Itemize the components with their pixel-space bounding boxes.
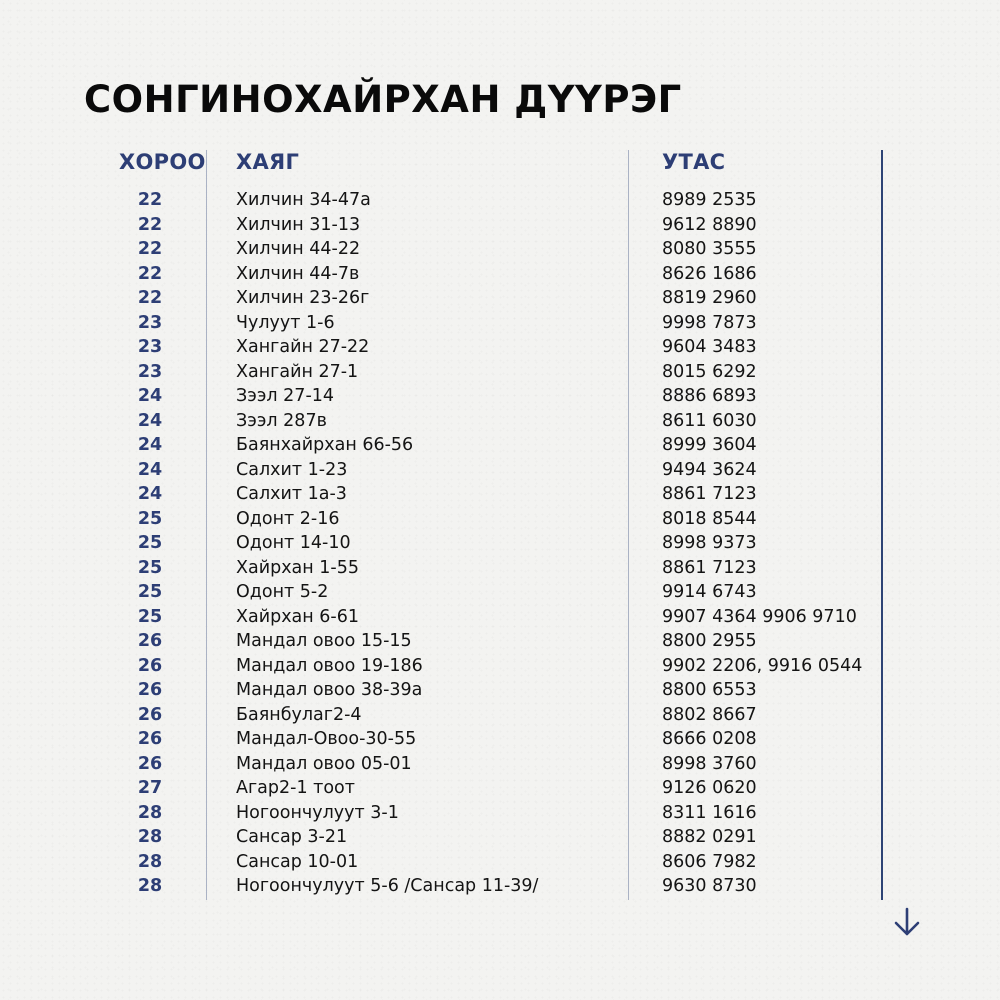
table-row [0,311,1000,336]
address-cell: Хайрхан 1-55 [236,557,359,578]
phone-cell: 8311 1616 [662,802,757,823]
phone-cell: 8800 2955 [662,631,757,651]
phone-cell: 9998 7873 [662,312,757,333]
address-cell: Ногоончулуут 3-1 [236,802,399,823]
khoroo-cell: 22 [137,263,163,284]
table-row [0,752,1000,777]
phone-cell: 9604 3483 [662,337,757,357]
phone-cell: 8018 8544 [662,508,757,529]
phone-cell: 8802 8667 [662,704,757,725]
khoroo-cell: 28 [137,802,163,823]
table-row [0,409,1000,434]
phone-cell: 9907 4364 9906 9710 [662,606,857,627]
phone-cell: 8080 3555 [662,239,757,259]
khoroo-cell: 24 [137,435,163,455]
address-cell: Одонт 14-10 [236,533,351,553]
address-cell: Одонт 5-2 [236,582,329,602]
khoroo-cell: 22 [137,214,163,235]
table-row [0,654,1000,679]
khoroo-cell: 25 [137,508,163,529]
table-row [0,874,1000,899]
address-cell: Мандал-Овоо-30-55 [236,729,417,749]
khoroo-cell: 24 [137,459,163,480]
table-row [0,482,1000,507]
khoroo-cell: 26 [137,631,163,651]
khoroo-cell: 25 [137,582,163,602]
table-row [0,801,1000,826]
phone-cell: 8882 0291 [662,827,757,847]
table-row [0,727,1000,752]
address-cell: Чулуут 1-6 [236,312,335,333]
column-header-address: ХАЯГ [236,150,300,174]
phone-cell: 9630 8730 [662,876,757,896]
address-cell: Мандал овоо 05-01 [236,753,412,774]
khoroo-cell: 28 [137,851,163,872]
khoroo-cell: 25 [137,606,163,627]
address-cell: Зээл 287в [236,410,327,431]
phone-cell: 8626 1686 [662,263,757,284]
arrow-down-icon[interactable] [891,906,923,938]
khoroo-cell: 22 [137,190,163,210]
table-row [0,213,1000,238]
table-row [0,531,1000,556]
table-row [0,384,1000,409]
table-row [0,605,1000,630]
khoroo-cell: 25 [137,533,163,553]
table-row [0,286,1000,311]
phone-cell: 8606 7982 [662,851,757,872]
khoroo-cell: 28 [137,827,163,847]
table-row [0,629,1000,654]
address-cell: Хилчин 44-7в [236,263,360,284]
address-cell: Салхит 1а-3 [236,484,347,504]
phone-cell: 9494 3624 [662,459,757,480]
column-header-phone: УТАС [662,150,726,174]
table-row [0,433,1000,458]
phone-cell: 8861 7123 [662,484,757,504]
table-row [0,188,1000,213]
address-cell: Мандал овоо 19-186 [236,655,423,676]
address-table [0,188,1000,899]
address-cell: Хилчин 34-47а [236,190,371,210]
khoroo-cell: 23 [137,312,163,333]
table-row [0,850,1000,875]
table-row [0,678,1000,703]
address-cell: Хайрхан 6-61 [236,606,359,627]
khoroo-cell: 24 [137,484,163,504]
table-row [0,507,1000,532]
address-cell: Хангайн 27-1 [236,361,359,382]
khoroo-cell: 24 [137,386,163,406]
khoroo-cell: 26 [137,680,163,700]
phone-cell: 9612 8890 [662,214,757,235]
address-cell: Сансар 10-01 [236,851,359,872]
phone-cell: 8999 3604 [662,435,757,455]
khoroo-cell: 28 [137,876,163,896]
address-cell: Баянбулаг2-4 [236,704,362,725]
khoroo-cell: 26 [137,753,163,774]
table-row [0,580,1000,605]
phone-cell: 8611 6030 [662,410,757,431]
address-cell: Агар2-1 тоот [236,778,355,798]
column-header-khoroo: ХОРОО [119,150,206,174]
table-row [0,776,1000,801]
phone-cell: 8998 3760 [662,753,757,774]
address-cell: Мандал овоо 15-15 [236,631,412,651]
address-cell: Зээл 27-14 [236,386,335,406]
khoroo-cell: 26 [137,729,163,749]
khoroo-cell: 25 [137,557,163,578]
phone-cell: 8886 6893 [662,386,757,406]
table-row [0,458,1000,483]
khoroo-cell: 26 [137,655,163,676]
phone-cell: 8989 2535 [662,190,757,210]
table-row [0,360,1000,385]
phone-cell: 8015 6292 [662,361,757,382]
phone-cell: 9902 2206, 9916 0544 [662,655,863,676]
address-cell: Салхит 1-23 [236,459,348,480]
khoroo-cell: 26 [137,704,163,725]
phone-cell: 8666 0208 [662,729,757,749]
address-cell: Сансар 3-21 [236,827,348,847]
address-cell: Одонт 2-16 [236,508,340,529]
table-row [0,335,1000,360]
phone-cell: 9914 6743 [662,582,757,602]
address-cell: Хилчин 44-22 [236,239,361,259]
address-cell: Хилчин 23-26г [236,288,370,308]
khoroo-cell: 22 [137,288,163,308]
phone-cell: 8800 6553 [662,680,757,700]
phone-cell: 9126 0620 [662,778,757,798]
table-row [0,703,1000,728]
address-cell: Ногоончулуут 5-6 /Сансар 11-39/ [236,876,539,896]
address-cell: Хангайн 27-22 [236,337,370,357]
phone-cell: 8998 9373 [662,533,757,553]
address-cell: Мандал овоо 38-39а [236,680,423,700]
table-row [0,262,1000,287]
address-cell: Баянхайрхан 66-56 [236,435,414,455]
phone-cell: 8861 7123 [662,557,757,578]
address-cell: Хилчин 31-13 [236,214,361,235]
table-row [0,556,1000,581]
khoroo-cell: 27 [137,778,163,798]
phone-cell: 8819 2960 [662,288,757,308]
page-title: СОНГИНОХАЙРХАН ДҮҮРЭГ [84,78,682,121]
khoroo-cell: 23 [137,337,163,357]
table-row [0,237,1000,262]
table-row [0,825,1000,850]
khoroo-cell: 24 [137,410,163,431]
khoroo-cell: 22 [137,239,163,259]
khoroo-cell: 23 [137,361,163,382]
